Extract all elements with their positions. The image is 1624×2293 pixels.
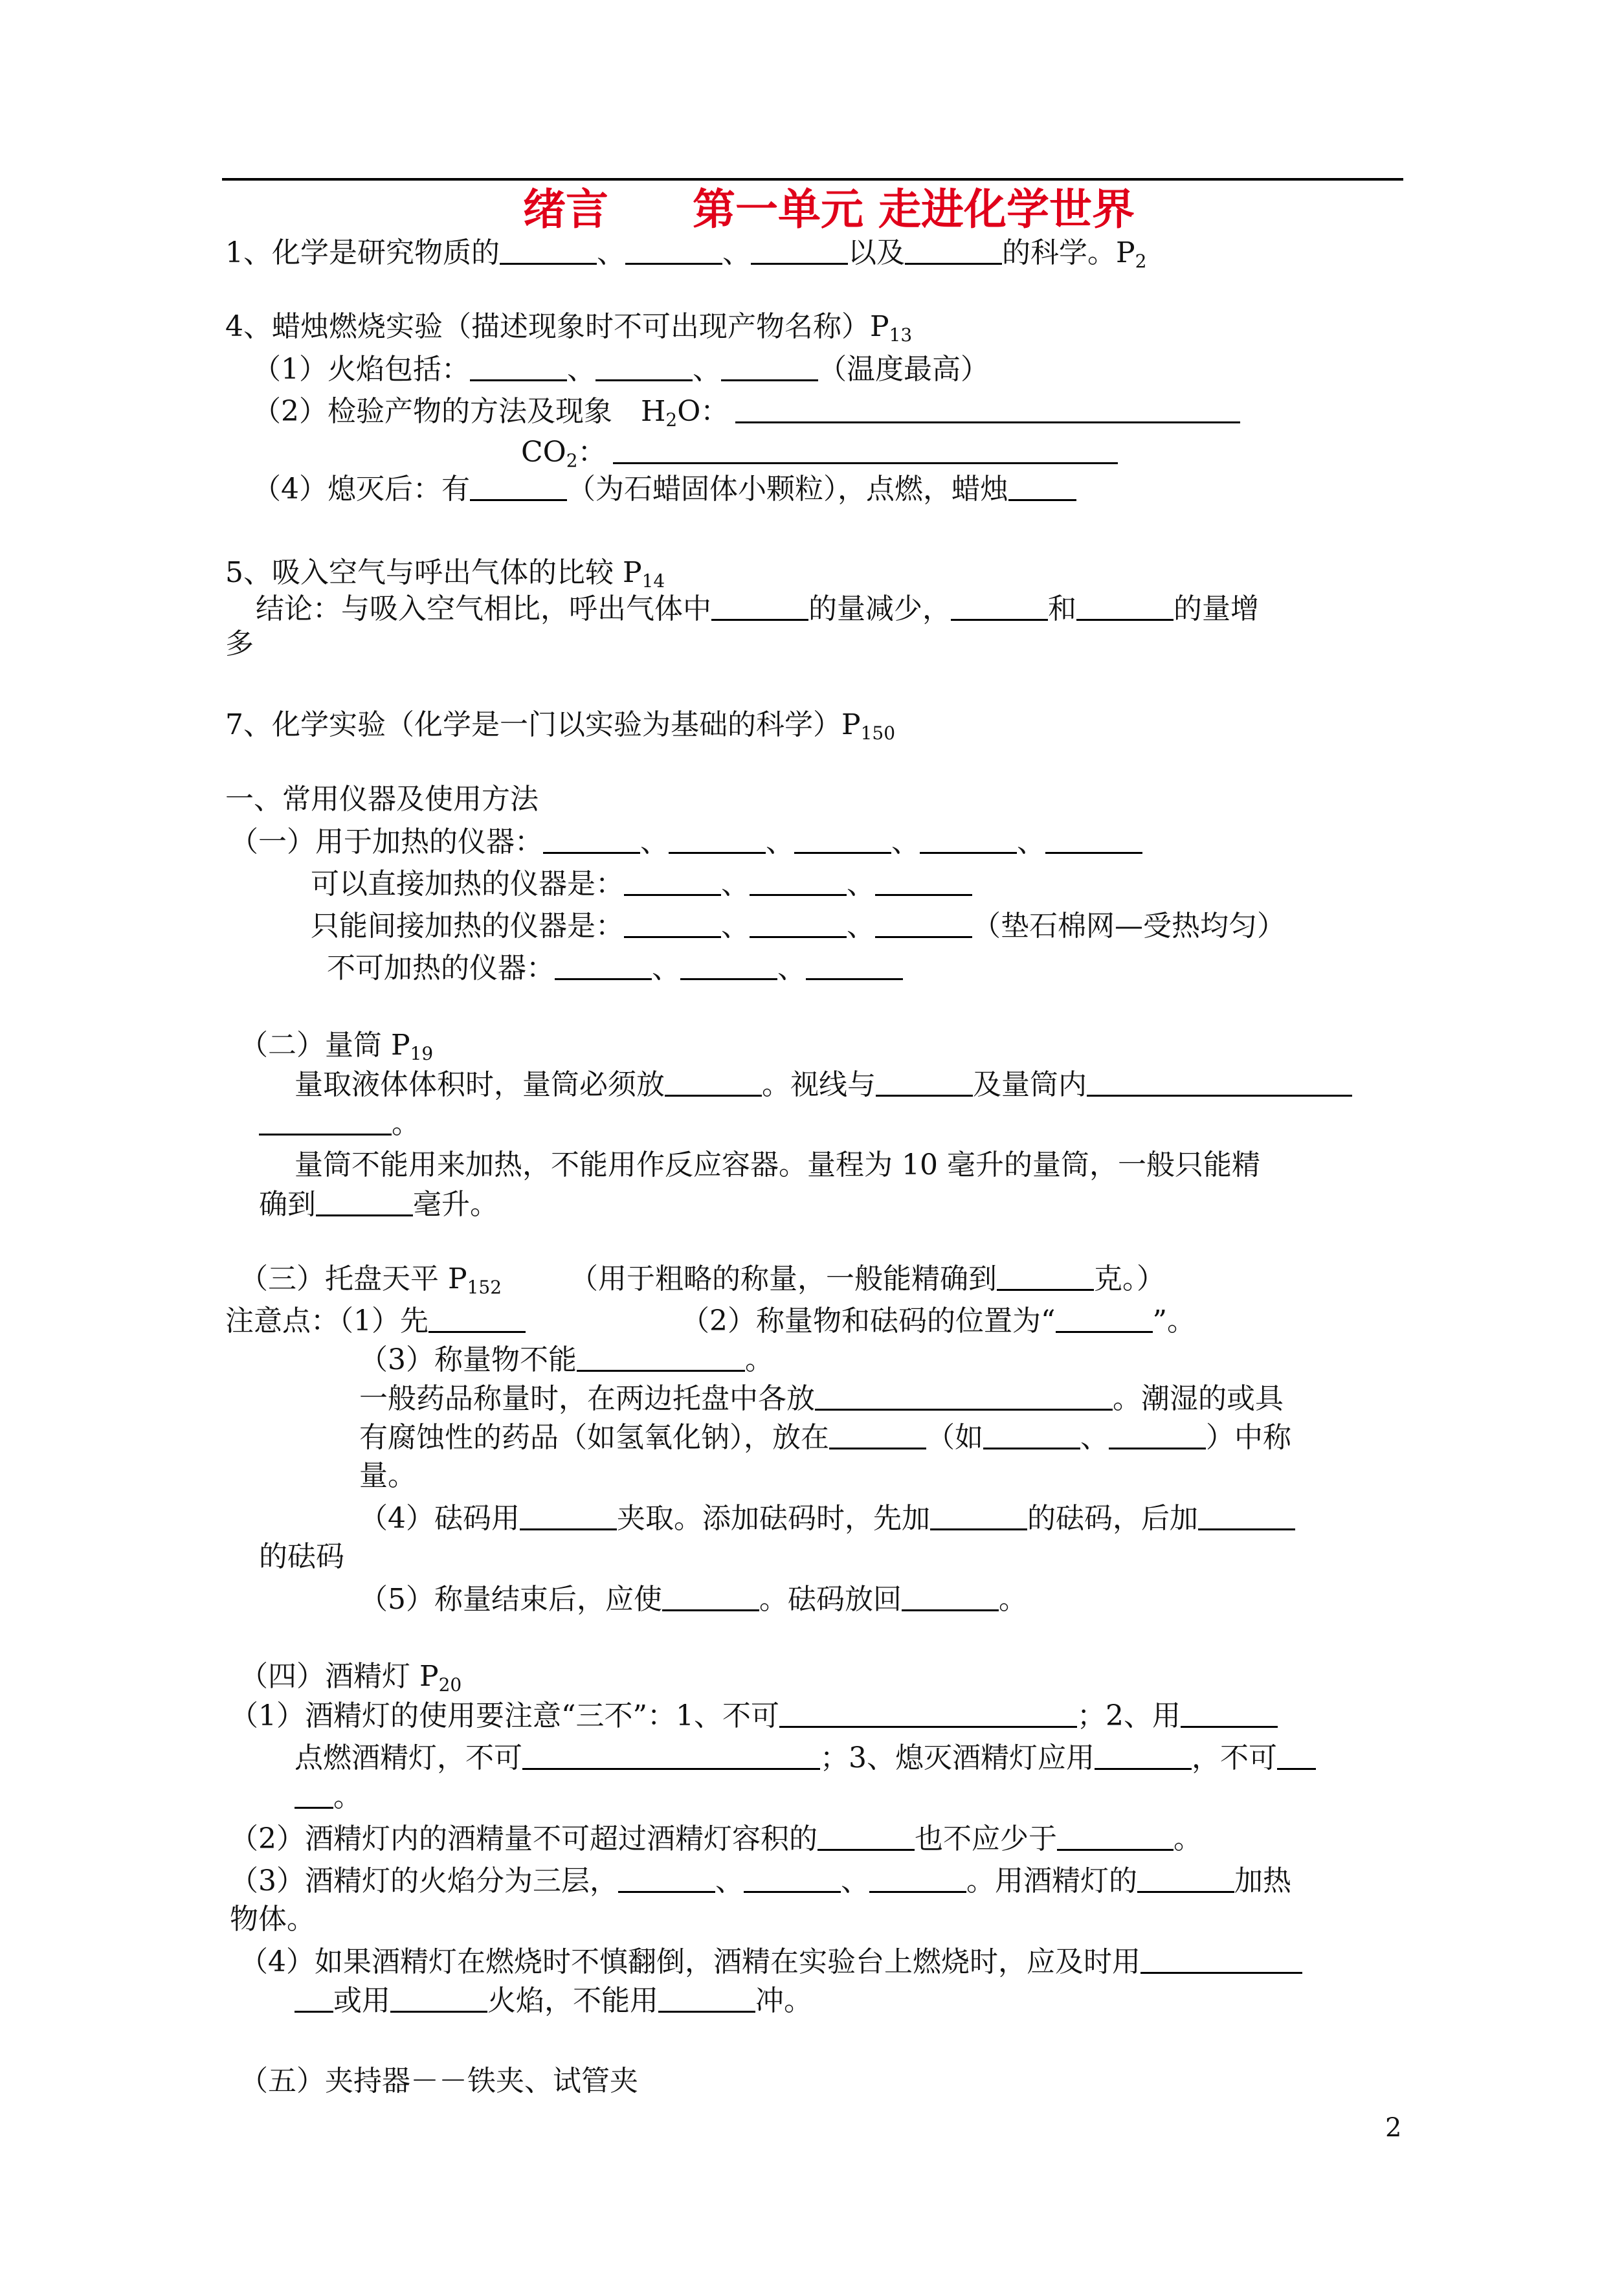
blank[interactable] [1181, 1696, 1278, 1728]
cylinder-line-4: 确到 毫升。 [259, 1185, 498, 1224]
blank[interactable] [905, 233, 1002, 265]
blank[interactable] [806, 948, 903, 980]
q5-heading: 5、吸入空气与呼出气体的比较 $P_{14}$ [225, 556, 665, 592]
blank[interactable] [744, 1861, 841, 1893]
blank[interactable] [555, 948, 652, 980]
blank[interactable] [875, 864, 972, 896]
blank[interactable] [613, 432, 1118, 464]
lamp-line-4: （2）酒精灯内的酒精量不可超过酒精灯容积的 也不应少于 。 [230, 1819, 1202, 1858]
title-left: 绪言 [523, 184, 608, 234]
blank[interactable] [876, 1065, 973, 1097]
blank[interactable] [1137, 1861, 1234, 1893]
lamp-heading: （四）酒精灯 $P_{20}$ [239, 1660, 462, 1695]
blank[interactable] [711, 589, 808, 621]
blank[interactable] [1045, 822, 1142, 854]
blank[interactable] [1198, 1499, 1295, 1530]
blank[interactable] [1140, 1942, 1302, 1974]
heat-instruments-line: （一）用于加热的仪器： 、 、 、 、 [230, 822, 1142, 861]
balance-note-7: （4）砝码用 夹取。添加砝码时，先加 的砝码，后加 [359, 1499, 1295, 1538]
blank[interactable] [295, 1777, 333, 1809]
blank[interactable] [658, 1981, 755, 2013]
cylinder-line-2: 。 [259, 1104, 420, 1143]
balance-note-6: 量。 [359, 1459, 416, 1492]
blank[interactable] [869, 1861, 966, 1893]
q4-line-2: （2）检验产物的方法及现象 $H_2O$： [252, 392, 1240, 431]
title-right: 第一单元 走进化学世界 [693, 184, 1135, 234]
direct-heat-line: 可以直接加热的仪器是： 、 、 [311, 864, 972, 903]
blank[interactable] [624, 864, 721, 896]
blank[interactable] [920, 822, 1017, 854]
q4-heading: 4、蜡烛燃烧实验（描述现象时不可出现产物名称）$P_{13}$ [225, 310, 913, 346]
balance-note-4: 一般药品称量时，在两边托盘中各放 。潮湿的或具 [359, 1379, 1284, 1418]
blank[interactable] [951, 589, 1048, 621]
balance-note-8: 的砝码 [259, 1540, 344, 1573]
blank[interactable] [779, 1696, 1077, 1728]
blank[interactable] [662, 1580, 759, 1611]
no-heat-line: 不可加热的仪器： 、 、 [327, 948, 903, 987]
blank[interactable] [1109, 1418, 1206, 1449]
blank[interactable] [750, 906, 847, 938]
cylinder-heading: （二）量筒 $P_{19}$ [239, 1029, 434, 1064]
blank[interactable] [625, 233, 722, 265]
blank[interactable] [997, 1259, 1094, 1291]
blank[interactable] [543, 822, 640, 854]
blank[interactable] [794, 822, 891, 854]
lamp-line-6: 物体。 [230, 1903, 315, 1936]
blank[interactable] [1056, 1301, 1153, 1333]
blank[interactable] [1087, 1065, 1352, 1097]
q5-line-1: 结论：与吸入空气相比，呼出气体中 的量减少， 和 的量增 [256, 589, 1259, 628]
blank[interactable] [522, 1738, 820, 1770]
blank[interactable] [577, 1340, 745, 1372]
balance-note-3: （3）称量物不能 。 [359, 1340, 773, 1379]
lamp-line-1: （1）酒精灯的使用要注意“三不”：1、不可 ；2、用 [230, 1696, 1278, 1735]
blank[interactable] [721, 350, 818, 381]
q7-heading: 7、化学实验（化学是一门以实验为基础的科学）$P_{150}$ [225, 708, 896, 744]
blank[interactable] [665, 1065, 762, 1097]
balance-heading: （三）托盘天平 $P_{152}$ （用于粗略的称量，一般能精确到 克。） [239, 1259, 1165, 1298]
q1-line: 1、化学是研究物质的 、 、 以及 的科学。$P_2$ [225, 233, 1146, 272]
blank[interactable] [295, 1981, 333, 2013]
blank[interactable] [751, 233, 848, 265]
lamp-line-8: 或用 火焰，不能用 冲。 [295, 1981, 812, 2020]
blank[interactable] [1057, 1819, 1174, 1851]
blank[interactable] [750, 864, 847, 896]
cylinder-line-3: 量筒不能用来加热，不能用作反应容器。量程为 10 毫升的量筒，一般只能精 [295, 1148, 1260, 1181]
blank[interactable] [818, 1819, 915, 1851]
lamp-line-3: 。 [295, 1777, 362, 1816]
blank[interactable] [624, 906, 721, 938]
cylinder-line-1: 量取液体体积时，量筒必须放 。视线与 及量筒内 [295, 1065, 1352, 1104]
page-number: 2 [1385, 2113, 1402, 2143]
blank[interactable] [815, 1379, 1113, 1411]
q4-line-1: （1）火焰包括： 、 、 （温度最高） [252, 350, 989, 388]
lamp-line-5: （3）酒精灯的火焰分为三层， 、 、 。用酒精灯的 加热 [230, 1861, 1291, 1900]
lamp-line-7: （4）如果酒精灯在燃烧时不慎翻倒，酒精在实验台上燃烧时，应及时用 [239, 1942, 1302, 1981]
blank[interactable] [428, 1301, 526, 1333]
blank[interactable] [735, 392, 1240, 423]
balance-note-5: 有腐蚀性的药品（如氢氧化钠），放在 （如 、 ）中称 [359, 1418, 1291, 1457]
blank[interactable] [316, 1185, 413, 1216]
blank[interactable] [259, 1104, 392, 1135]
blank[interactable] [875, 906, 972, 938]
balance-note-1: 注意点：（1）先 （2）称量物和砝码的位置为“ ”。 [225, 1301, 1196, 1340]
q4-line-4: （4）熄灭后：有 （为石蜡固体小颗粒），点燃，蜡烛 [252, 469, 1076, 508]
blank[interactable] [470, 350, 567, 381]
indirect-heat-line: 只能间接加热的仪器是： 、 、 （垫石棉网—受热均匀） [311, 906, 1285, 945]
blank[interactable] [520, 1499, 617, 1530]
blank[interactable] [470, 469, 567, 501]
blank[interactable] [1008, 469, 1076, 501]
blank[interactable] [930, 1499, 1027, 1530]
section-1-heading: 一、常用仪器及使用方法 [225, 783, 539, 816]
blank[interactable] [669, 822, 766, 854]
blank[interactable] [983, 1418, 1080, 1449]
q5-line-2: 多 [225, 627, 254, 660]
balance-note-9: （5）称量结束后，应使 。砝码放回 。 [359, 1580, 1027, 1618]
blank[interactable] [618, 1861, 715, 1893]
blank[interactable] [595, 350, 693, 381]
blank[interactable] [1277, 1738, 1316, 1770]
lamp-line-2: 点燃酒精灯，不可 ；3、熄灭酒精灯应用 ，不可 [295, 1738, 1316, 1777]
blank[interactable] [500, 233, 597, 265]
blank[interactable] [1076, 589, 1174, 621]
blank[interactable] [390, 1981, 487, 2013]
blank[interactable] [902, 1580, 999, 1611]
page-title [0, 175, 1624, 234]
clamp-heading: （五）夹持器－－铁夹、试管夹 [239, 2064, 638, 2097]
q4-line-3: $CO_2$： [521, 432, 1118, 471]
blank[interactable] [1095, 1738, 1192, 1770]
blank[interactable] [680, 948, 777, 980]
blank[interactable] [829, 1418, 926, 1449]
